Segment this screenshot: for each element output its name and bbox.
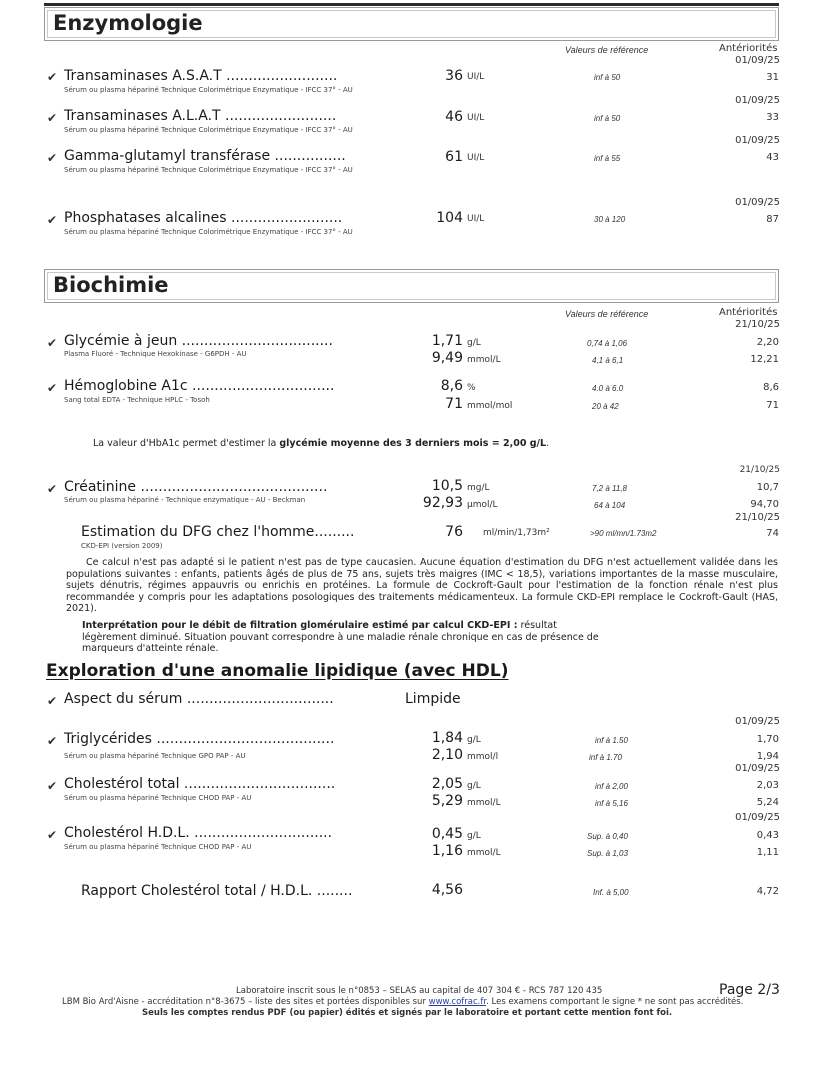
check-icon: ✔: [47, 828, 58, 842]
previous-value: 2,20: [756, 337, 779, 348]
ant-date: 01/09/25: [735, 135, 780, 146]
test-method: Sérum ou plasma hépariné Technique Colorimétrique Enzymatique - IFCC 37° - AU: [64, 126, 353, 134]
test-name-hba1c: Hémoglobine A1c ................................: [64, 378, 335, 394]
previous-value: 2,03: [756, 780, 779, 791]
previous-value: 4,72: [756, 886, 779, 897]
previous-value: 71: [766, 400, 779, 411]
ant-date: 21/10/25: [739, 465, 780, 475]
test-unit: g/L: [467, 735, 481, 745]
previous-value: 31: [766, 72, 779, 83]
test-name-glycemie: Glycémie à jeun ..................................: [64, 333, 333, 349]
test-name-dfg: Estimation du DFG chez l'homme.........: [81, 524, 355, 540]
reference-range: >90 ml/mn/1.73m2: [590, 529, 657, 538]
previous-results-header: Antériorités: [719, 307, 778, 318]
footer-line-1: Laboratoire inscrit sous le n°0853 – SELAS au capital de 407 304 € - RCS 787 120 435: [236, 986, 603, 996]
test-value: 0,45: [431, 826, 463, 842]
ant-date: 01/09/25: [735, 95, 780, 106]
reference-range: inf à 1.70: [589, 753, 622, 762]
hba1c-note-text: La valeur d'HbA1c permet d'estimer la: [93, 438, 280, 449]
test-unit: µmol/L: [467, 500, 498, 510]
test-value: 1,84: [431, 730, 463, 746]
previous-value: 1,70: [756, 734, 779, 745]
test-value: 46: [445, 109, 463, 125]
section-title: Biochimie: [53, 273, 169, 297]
reference-range: Inf. à 5,00: [593, 888, 629, 897]
test-value: 104: [436, 210, 463, 226]
test-method: Sérum ou plasma hépariné Technique CHOD PAP - AU: [64, 843, 252, 851]
reference-range: inf à 5,16: [595, 799, 628, 808]
top-border: [44, 3, 779, 6]
ant-date: 01/09/25: [735, 812, 780, 823]
test-unit: mmol/mol: [467, 401, 513, 411]
check-icon: ✔: [47, 70, 58, 84]
footer-line-2: [62, 997, 743, 1007]
cofrac-link[interactable]: www.cofrac.fr: [428, 997, 487, 1007]
test-value: 61: [445, 149, 463, 165]
test-name-asat: Transaminases A.S.A.T .........................: [64, 68, 338, 84]
test-value: 1,71: [431, 333, 463, 349]
hba1c-note-bold: glycémie moyenne des 3 derniers mois = 2,00 g/L: [279, 438, 547, 449]
reference-range: 0,74 à 1,06: [587, 339, 628, 348]
previous-value: 8,6: [763, 382, 779, 393]
test-unit: ml/min/1,73m²: [483, 528, 550, 538]
reference-range: inf à 50: [594, 73, 621, 82]
dfg-note: Ce calcul n'est pas adapté si le patient n'est pas de type caucasien. Aucune équation d'estimation du DFG n'est actuellement validée dans les populations suivantes : enfants, patients âgés de plus de 75 ans, sujets très maigres (IMC < 18,5), variations importantes de la masse musculaire, sujets dénutris, régimes appauvris ou enrichis en protéines. La formule de Cockroft-Gault pour l'estimation de la fonction rénale n'est plus recommandée y compris pour les adaptations posologiques des traitements médicamenteux. La formule CKD-EPI remplace le Cockroft-Gault (HAS, 2021).: [66, 557, 778, 614]
test-value: 1,16: [431, 843, 463, 859]
check-icon: ✔: [47, 734, 58, 748]
section-title: Enzymologie: [53, 11, 203, 35]
test-value: 71: [445, 396, 463, 412]
section-header-enzymologie: [44, 7, 779, 41]
test-value-aspect: Limpide: [405, 691, 461, 707]
check-icon: ✔: [47, 213, 58, 227]
dfg-interpretation: [82, 620, 602, 655]
footer-accreditation-text: LBM Bio Ard'Aisne - accréditation n°8-3675 – liste des sites et portées disponibles sur: [62, 997, 429, 1007]
previous-value: 1,94: [756, 751, 779, 762]
test-name-ratio: Rapport Cholestérol total / H.D.L. ........: [81, 883, 353, 899]
test-unit: mmol/L: [467, 355, 501, 365]
previous-value: 12,21: [750, 354, 779, 365]
check-icon: ✔: [47, 381, 58, 395]
test-value: 9,49: [431, 350, 463, 366]
reference-range: Sup. à 1,03: [587, 849, 628, 858]
test-unit: UI/L: [467, 153, 485, 163]
test-unit: UI/L: [467, 72, 485, 82]
test-method: Sérum ou plasma hépariné - Technique enzymatique - AU - Beckman: [64, 496, 306, 504]
test-value: 2,05: [431, 776, 463, 792]
hba1c-note: [93, 438, 549, 450]
test-name-cholesterol-total: Cholestérol total ..................................: [64, 776, 336, 792]
test-name-pal: Phosphatases alcalines .........................: [64, 210, 343, 226]
section-header-biochimie: [44, 269, 779, 303]
ant-date: 01/09/25: [735, 197, 780, 208]
test-value: 5,29: [431, 793, 463, 809]
test-method: Sérum ou plasma hépariné Technique Colorimétrique Enzymatique - IFCC 37° - AU: [64, 86, 353, 94]
test-unit: UI/L: [467, 113, 485, 123]
previous-value: 33: [766, 112, 779, 123]
test-unit: %: [467, 383, 476, 393]
previous-value: 74: [766, 528, 779, 539]
reference-range: inf à 55: [594, 154, 621, 163]
test-name-triglycerides: Triglycérides ........................................: [64, 731, 335, 747]
test-value: 10,5: [431, 478, 463, 494]
test-unit: UI/L: [467, 214, 485, 224]
check-icon: ✔: [47, 151, 58, 165]
test-value: 8,6: [440, 378, 463, 394]
test-method: Sérum ou plasma hépariné Technique Colorimétrique Enzymatique - IFCC 37° - AU: [64, 166, 353, 174]
test-value: 2,10: [431, 747, 463, 763]
ant-date: 01/09/25: [735, 55, 780, 66]
previous-value: 43: [766, 152, 779, 163]
hba1c-note-suffix: .: [546, 438, 550, 449]
previous-results-header: Antériorités: [719, 43, 778, 54]
reference-range: 4,1 à 6,1: [592, 356, 624, 365]
ant-date: 21/10/25: [735, 319, 780, 330]
test-method: CKD-EPI (version 2009): [81, 542, 163, 550]
reference-range: 20 à 42: [592, 402, 619, 411]
test-method: Sang total EDTA - Technique HPLC - Tosoh: [64, 396, 210, 404]
previous-value: 5,24: [756, 797, 779, 808]
ant-date: 21/10/25: [735, 512, 780, 523]
test-method: Sérum ou plasma hépariné Technique CHOD PAP - AU: [64, 794, 252, 802]
previous-value: 0,43: [756, 830, 779, 841]
ant-date: 01/09/25: [735, 763, 780, 774]
test-value: 36: [445, 68, 463, 84]
footer-accreditation-suffix: . Les examens comportant le signe * ne sont pas accrédités.: [486, 997, 744, 1007]
dfg-interpretation-text: résultat légèrement diminué. Situation pouvant correspondre à une maladie rénale chronique en cas de présence de marqueurs d'atteinte rénale.: [82, 620, 599, 654]
reference-values-header: Valeurs de référence: [565, 45, 649, 55]
previous-value: 1,11: [756, 847, 779, 858]
test-name-creatinine: Créatinine ..........................................: [64, 479, 328, 495]
reference-range: inf à 1.50: [595, 736, 628, 745]
previous-value: 94,70: [750, 499, 779, 510]
reference-range: 30 à 120: [594, 215, 626, 224]
reference-range: inf à 50: [594, 114, 621, 123]
test-method: Sérum ou plasma hépariné Technique GPO PAP - AU: [64, 752, 246, 760]
check-icon: ✔: [47, 482, 58, 496]
test-value: 92,93: [422, 495, 463, 511]
test-unit: g/L: [467, 781, 481, 791]
check-icon: ✔: [47, 779, 58, 793]
ant-date: 01/09/25: [735, 716, 780, 727]
test-name-ggt: Gamma-glutamyl transférase ................: [64, 148, 346, 164]
footer-line-3: Seuls les comptes rendus PDF (ou papier) édités et signés par le laboratoire et portant cette mention font foi.: [142, 1008, 673, 1018]
test-name-alat: Transaminases A.L.A.T .........................: [64, 108, 337, 124]
reference-values-header: Valeurs de référence: [565, 309, 649, 319]
check-icon: ✔: [47, 336, 58, 350]
test-method: Plasma Fluoré - Technique Hexokinase - G6PDH - AU: [64, 350, 247, 358]
page-number: Page 2/3: [719, 982, 780, 998]
reference-range: 4.0 à 6.0: [592, 384, 624, 393]
test-value: 76: [445, 524, 463, 540]
check-icon: ✔: [47, 694, 58, 708]
test-unit: g/L: [467, 831, 481, 841]
reference-range: inf à 2,00: [595, 782, 628, 791]
test-unit: mmol/l: [467, 752, 499, 762]
test-unit: mmol/L: [467, 848, 501, 858]
test-unit: mmol/L: [467, 798, 501, 808]
previous-value: 87: [766, 214, 779, 225]
test-value: 4,56: [431, 882, 463, 898]
test-unit: g/L: [467, 338, 481, 348]
test-method: Sérum ou plasma hépariné Technique Colorimétrique Enzymatique - IFCC 37° - AU: [64, 228, 353, 236]
previous-value: 10,7: [756, 482, 779, 493]
test-unit: mg/L: [467, 483, 490, 493]
reference-range: Sup. à 0,40: [587, 832, 628, 841]
reference-range: 64 à 104: [594, 501, 626, 510]
section-title-lipides: Exploration d'une anomalie lipidique (avec HDL): [46, 661, 509, 681]
dfg-interpretation-label: Interprétation pour le débit de filtration glomérulaire estimé par calcul CKD-EPI :: [82, 620, 518, 631]
test-name-cholesterol-hdl: Cholestérol H.D.L. ...............................: [64, 825, 333, 841]
check-icon: ✔: [47, 111, 58, 125]
reference-range: 7,2 à 11,8: [592, 484, 627, 493]
test-name-aspect: Aspect du sérum .................................: [64, 691, 334, 707]
